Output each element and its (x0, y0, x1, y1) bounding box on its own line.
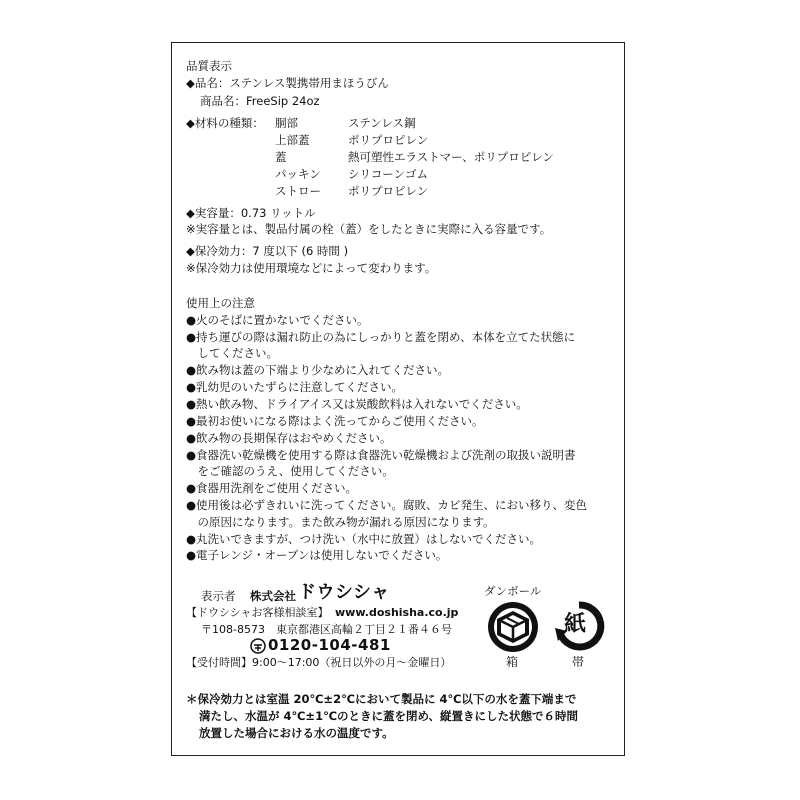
material-part: 蓋 (275, 150, 287, 164)
caution-line: の原因になります。また飲み物が漏れる原因になります。 (186, 515, 495, 529)
caution-line: ●食器用洗剤をご使用ください。 (186, 481, 358, 495)
company-prefix: 株式会社 (250, 589, 296, 603)
caution-line: ●乳幼児のいたずらに注意してください。 (186, 380, 404, 394)
capacity-note: ※実容量とは、製品付属の栓（蓋）をしたときに実際に入る容量です。 (186, 222, 552, 236)
caution-line: ●丸洗いできますが、つけ洗い（水中に放置）はしないでください。 (186, 532, 542, 546)
reception-hours: 【受付時間】9:00～17:00（祝日以外の月～金曜日） (186, 656, 452, 669)
material-name: ポリプロピレン (348, 133, 429, 147)
company-url: www.doshisha.co.jp (335, 606, 459, 619)
cardboard-label: ダンボール (484, 584, 542, 598)
footnote-line: 満たし、水温が 4℃±1℃のときに蓋を閉め、縦置きにした状態で６時間 (199, 709, 579, 723)
company-phone: 0120-104-481 (268, 636, 391, 654)
phone-icon (250, 638, 266, 654)
material-name: シリコーンゴム (348, 167, 429, 181)
customer-consult-label: 【ドウシシャお客様相談室】 (186, 606, 329, 619)
material-name: 熱可塑性エラストマー、ポリプロピレン (348, 150, 554, 164)
cardboard-recycle-icon (486, 600, 540, 654)
material-name: ポリプロピレン (348, 184, 429, 198)
company-name: ドウシシャ (298, 582, 390, 603)
band-label: 帯 (572, 655, 585, 669)
quality-heading: 品質表示 (186, 59, 232, 73)
caution-line: ●持ち運びの際は漏れ防止の為にしっかりと蓋を閉め、本体を立てた状態に (186, 330, 576, 344)
materials-label: ◆材料の種類： (186, 116, 264, 130)
caution-line: ●熱い飲み物、ドライアイス又は炭酸飲料は入れないでください。 (186, 397, 528, 411)
material-part: ストロー (275, 184, 321, 198)
footnote-line: 放置した場合における水の温度です。 (199, 726, 394, 740)
material-part: 上部蓋 (275, 133, 310, 147)
cold-retention: ◆保冷効力：7 度以下 (6 時間 ) (186, 244, 349, 258)
capacity: ◆実容量：0.73 リットル (186, 206, 316, 220)
material-part: 胴部 (275, 116, 298, 130)
caution-line: ●使用後は必ずきれいに洗ってください。腐敗、カビ発生、におい移り、変色 (186, 498, 588, 512)
company-address: 〒108-8573 東京都港区高輪２丁目２１番４６号 (201, 623, 452, 636)
footnote-line: ＊保冷効力とは室温 20℃±2℃において製品に 4℃以下の水を蓋下端まで (186, 692, 577, 706)
caution-line: ●飲み物は蓋の下端より少なめに入れてください。 (186, 363, 450, 377)
cautions-heading: 使用上の注意 (186, 296, 255, 310)
caution-line: ●火のそばに置かないでください。 (186, 313, 369, 327)
caution-line: ●最初お使いになる際はよく洗ってからご使用ください。 (186, 414, 484, 428)
box-label: 箱 (506, 655, 519, 669)
item-name: ◆品名：ステンレス製携帯用まほうびん (186, 76, 389, 90)
material-part: パッキン (275, 167, 321, 181)
cold-retention-note: ※保冷効力は使用環境などによって変わります。 (186, 261, 437, 275)
caution-line: してください。 (186, 346, 278, 360)
caution-line: ●飲み物の長期保存はおやめください。 (186, 431, 392, 445)
material-name: ステンレス鋼 (348, 116, 416, 130)
product-name: 商品名：FreeSip 24oz (200, 94, 320, 108)
labeler-label: 表示者 (201, 589, 236, 603)
caution-line: ●食器洗い乾燥機を使用する際は食器洗い乾燥機および洗剤の取扱い説明書 (186, 448, 576, 462)
caution-line: ●電子レンジ・オーブンは使用しないでください。 (186, 548, 448, 562)
caution-line: をご確認のうえ、使用してください。 (186, 464, 394, 478)
paper-mark-text: 紙 (564, 612, 587, 637)
